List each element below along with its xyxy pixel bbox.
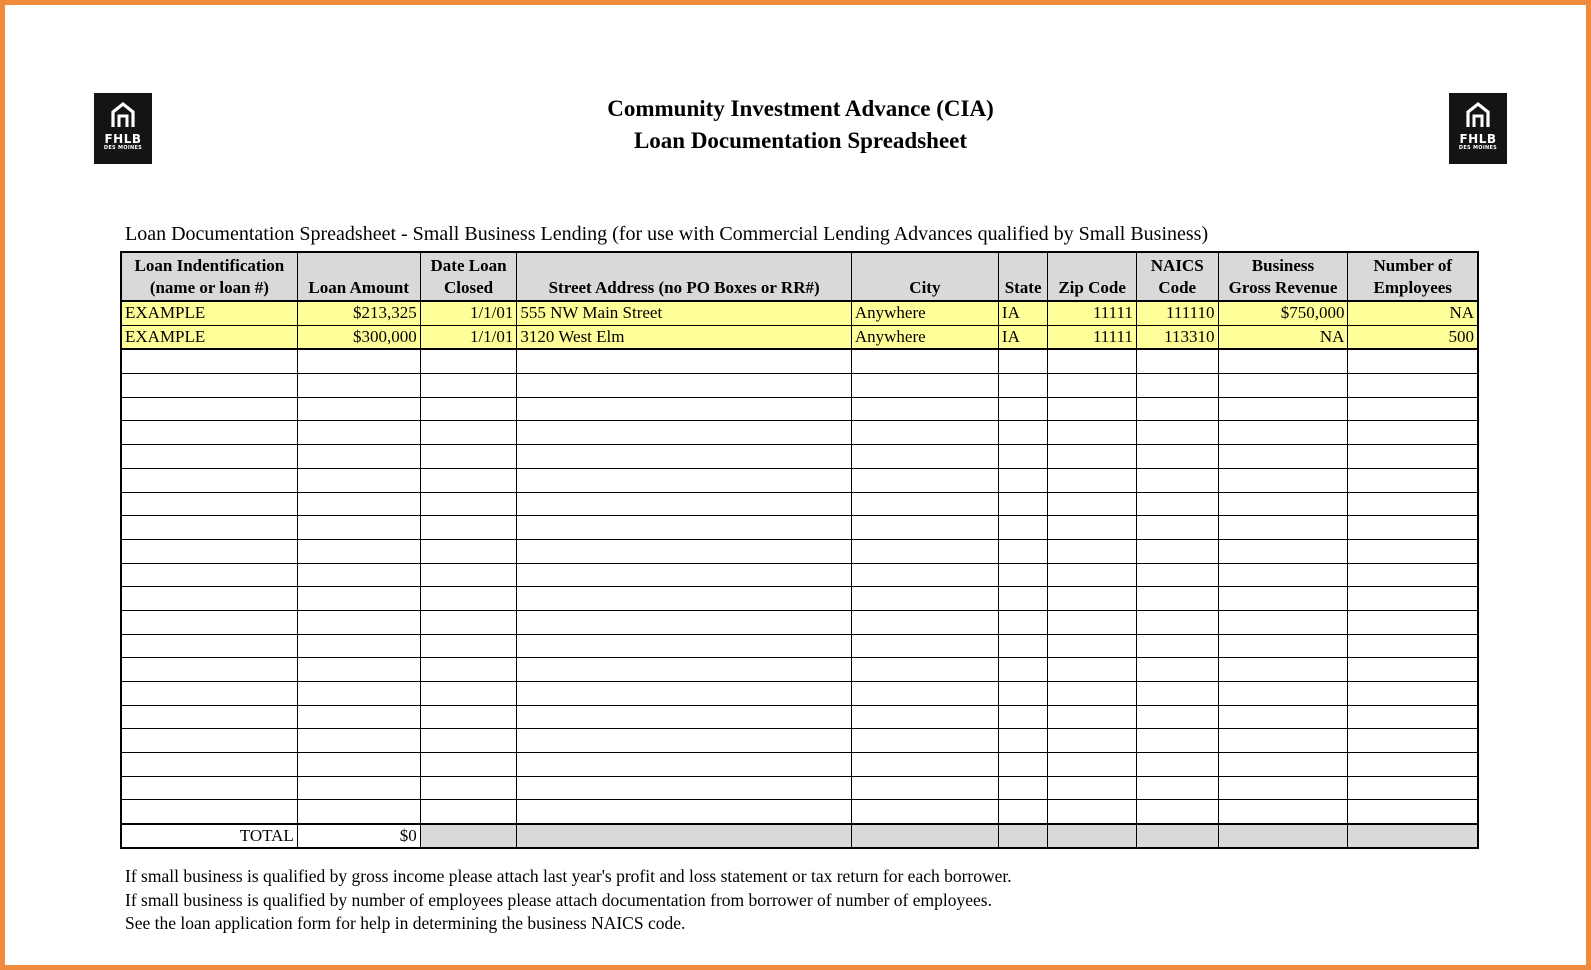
cell-street-address[interactable]: [517, 705, 851, 729]
cell-street-address[interactable]: [517, 753, 851, 777]
cell-city[interactable]: [851, 776, 998, 800]
cell-zip-code[interactable]: [1048, 658, 1137, 682]
cell-city[interactable]: [851, 705, 998, 729]
cell-date-closed[interactable]: [420, 705, 517, 729]
cell-loan-id[interactable]: [121, 492, 297, 516]
table-row: [121, 468, 1478, 492]
cell-employees[interactable]: 500: [1348, 325, 1478, 349]
cell-employees[interactable]: [1348, 776, 1478, 800]
cell-city[interactable]: [851, 468, 998, 492]
cell-gross-revenue[interactable]: [1218, 658, 1348, 682]
cell-date-closed[interactable]: [420, 445, 517, 469]
cell-date-closed[interactable]: [420, 563, 517, 587]
cell-date-closed[interactable]: [420, 729, 517, 753]
cell-employees[interactable]: [1348, 682, 1478, 706]
cell-loan-id[interactable]: [121, 468, 297, 492]
cell-employees[interactable]: [1348, 397, 1478, 421]
cell-date-closed[interactable]: [420, 374, 517, 398]
total-label: TOTAL: [121, 824, 297, 848]
cell-city[interactable]: [851, 349, 998, 373]
cell-city[interactable]: [851, 753, 998, 777]
cell-naics-code[interactable]: [1136, 587, 1218, 611]
logo-brand-text: FHLB: [104, 132, 142, 146]
total-blank-cell: [1348, 824, 1478, 848]
table-row: [121, 397, 1478, 421]
cell-loan-id[interactable]: [121, 539, 297, 563]
total-blank-cell: [998, 824, 1047, 848]
cell-loan-id[interactable]: EXAMPLE: [121, 325, 297, 349]
cell-street-address[interactable]: [517, 776, 851, 800]
cell-loan-id[interactable]: EXAMPLE: [121, 301, 297, 325]
cell-employees[interactable]: [1348, 729, 1478, 753]
cell-state[interactable]: [998, 539, 1047, 563]
cell-loan-id[interactable]: [121, 800, 297, 824]
cell-loan-id[interactable]: [121, 397, 297, 421]
cell-gross-revenue[interactable]: [1218, 776, 1348, 800]
cell-loan-amount[interactable]: [297, 349, 420, 373]
cell-naics-code[interactable]: [1136, 421, 1218, 445]
cell-loan-id[interactable]: [121, 445, 297, 469]
cell-zip-code[interactable]: [1048, 705, 1137, 729]
footnote-employees: If small business is qualified by number of employees please attach documentation from borrower of number of employees.: [125, 889, 992, 910]
cell-gross-revenue[interactable]: [1218, 349, 1348, 373]
cell-employees[interactable]: [1348, 468, 1478, 492]
footnote-naics: See the loan application form for help in determining the business NAICS code.: [125, 913, 686, 933]
cell-city[interactable]: [851, 587, 998, 611]
cell-state[interactable]: [998, 349, 1047, 373]
cell-naics-code[interactable]: [1136, 634, 1218, 658]
cell-gross-revenue[interactable]: [1218, 634, 1348, 658]
cell-street-address[interactable]: 555 NW Main Street: [517, 301, 851, 325]
cell-naics-code[interactable]: [1136, 397, 1218, 421]
cell-state[interactable]: [998, 397, 1047, 421]
table-row: [121, 682, 1478, 706]
cell-loan-id[interactable]: [121, 587, 297, 611]
col-header-employees: Number of Employees: [1348, 252, 1478, 301]
cell-date-closed[interactable]: [420, 800, 517, 824]
example-row: [121, 301, 1478, 325]
cell-loan-amount[interactable]: [297, 753, 420, 777]
table-row: [121, 658, 1478, 682]
cell-city[interactable]: Anywhere: [851, 325, 998, 349]
cell-date-closed[interactable]: 1/1/01: [420, 301, 517, 325]
cell-loan-amount[interactable]: [297, 516, 420, 540]
total-blank-cell: [1048, 824, 1137, 848]
cell-zip-code[interactable]: [1048, 800, 1137, 824]
cell-loan-amount[interactable]: [297, 492, 420, 516]
cell-state[interactable]: [998, 729, 1047, 753]
cell-loan-amount[interactable]: [297, 610, 420, 634]
cell-loan-id[interactable]: [121, 421, 297, 445]
cell-street-address[interactable]: [517, 634, 851, 658]
cell-gross-revenue[interactable]: [1218, 800, 1348, 824]
cell-street-address[interactable]: [517, 658, 851, 682]
cell-street-address[interactable]: [517, 729, 851, 753]
cell-naics-code[interactable]: [1136, 705, 1218, 729]
cell-loan-id[interactable]: [121, 349, 297, 373]
cell-gross-revenue[interactable]: [1218, 445, 1348, 469]
total-blank-cell: [1218, 824, 1348, 848]
loan-spreadsheet: [120, 251, 1479, 849]
cell-date-closed[interactable]: [420, 468, 517, 492]
cell-employees[interactable]: [1348, 634, 1478, 658]
cell-date-closed[interactable]: [420, 610, 517, 634]
cell-loan-amount[interactable]: [297, 563, 420, 587]
cell-city[interactable]: [851, 658, 998, 682]
table-row: [121, 610, 1478, 634]
cell-state[interactable]: [998, 634, 1047, 658]
cell-naics-code[interactable]: [1136, 445, 1218, 469]
cell-loan-id[interactable]: [121, 729, 297, 753]
cell-date-closed[interactable]: [420, 397, 517, 421]
cell-street-address[interactable]: [517, 587, 851, 611]
cell-gross-revenue[interactable]: [1218, 397, 1348, 421]
table-row: [121, 776, 1478, 800]
cell-date-closed[interactable]: [420, 776, 517, 800]
cell-zip-code[interactable]: [1048, 349, 1137, 373]
cell-date-closed[interactable]: [420, 587, 517, 611]
cell-employees[interactable]: [1348, 421, 1478, 445]
cell-naics-code[interactable]: [1136, 800, 1218, 824]
cell-zip-code[interactable]: [1048, 445, 1137, 469]
cell-naics-code[interactable]: [1136, 753, 1218, 777]
cell-loan-amount[interactable]: [297, 539, 420, 563]
cell-loan-amount[interactable]: [297, 705, 420, 729]
cell-zip-code[interactable]: 11111: [1048, 301, 1137, 325]
cell-loan-id[interactable]: [121, 776, 297, 800]
cell-gross-revenue[interactable]: NA: [1218, 325, 1348, 349]
cell-loan-amount[interactable]: $300,000: [297, 325, 420, 349]
cell-gross-revenue[interactable]: [1218, 587, 1348, 611]
cell-state[interactable]: [998, 563, 1047, 587]
table-row: [121, 634, 1478, 658]
cell-loan-amount[interactable]: [297, 374, 420, 398]
cell-employees[interactable]: [1348, 349, 1478, 373]
cell-employees[interactable]: [1348, 563, 1478, 587]
cell-city[interactable]: [851, 800, 998, 824]
cell-loan-id[interactable]: [121, 682, 297, 706]
cell-employees[interactable]: [1348, 492, 1478, 516]
cell-date-closed[interactable]: 1/1/01: [420, 325, 517, 349]
cell-state[interactable]: [998, 374, 1047, 398]
cell-date-closed[interactable]: [420, 421, 517, 445]
table-row: [121, 563, 1478, 587]
cell-gross-revenue[interactable]: [1218, 705, 1348, 729]
document-title: Community Investment Advance (CIA): [607, 96, 994, 121]
table-row: [121, 349, 1478, 373]
cell-gross-revenue[interactable]: [1218, 682, 1348, 706]
total-blank-cell: [851, 824, 998, 848]
total-blank-cell: [517, 824, 851, 848]
cell-city[interactable]: Anywhere: [851, 301, 998, 325]
cell-state[interactable]: [998, 753, 1047, 777]
table-row: [121, 492, 1478, 516]
col-header-loan-amount: Loan Amount: [297, 252, 420, 301]
cell-street-address[interactable]: [517, 468, 851, 492]
table-row: [121, 539, 1478, 563]
cell-state[interactable]: [998, 682, 1047, 706]
table-row: [121, 587, 1478, 611]
cell-street-address[interactable]: [517, 682, 851, 706]
cell-city[interactable]: [851, 397, 998, 421]
cell-state[interactable]: [998, 658, 1047, 682]
cell-employees[interactable]: [1348, 445, 1478, 469]
footnote-gross-income: If small business is qualified by gross income please attach last year's profit and loss statement or tax return for each borrower.: [125, 866, 1012, 886]
cell-loan-id[interactable]: [121, 516, 297, 540]
cell-zip-code[interactable]: [1048, 753, 1137, 777]
col-header-state: State: [998, 252, 1047, 301]
cell-gross-revenue[interactable]: [1218, 753, 1348, 777]
cell-city[interactable]: [851, 682, 998, 706]
cell-gross-revenue[interactable]: [1218, 492, 1348, 516]
cell-zip-code[interactable]: [1048, 634, 1137, 658]
footnotes: [125, 865, 1012, 936]
cell-zip-code[interactable]: [1048, 563, 1137, 587]
cell-employees[interactable]: [1348, 705, 1478, 729]
cell-loan-id[interactable]: [121, 634, 297, 658]
cell-loan-amount[interactable]: [297, 682, 420, 706]
cell-gross-revenue[interactable]: [1218, 539, 1348, 563]
cell-zip-code[interactable]: [1048, 468, 1137, 492]
cell-naics-code[interactable]: [1136, 658, 1218, 682]
cell-state[interactable]: [998, 776, 1047, 800]
cell-loan-amount[interactable]: [297, 800, 420, 824]
total-blank-cell: [420, 824, 517, 848]
table-row: [121, 516, 1478, 540]
cell-loan-amount[interactable]: [297, 421, 420, 445]
table-row: [121, 753, 1478, 777]
cell-employees[interactable]: [1348, 800, 1478, 824]
cell-loan-id[interactable]: [121, 374, 297, 398]
cell-zip-code[interactable]: [1048, 516, 1137, 540]
cell-date-closed[interactable]: [420, 682, 517, 706]
cell-state[interactable]: [998, 445, 1047, 469]
cell-employees[interactable]: [1348, 539, 1478, 563]
total-blank-cell: [1136, 824, 1218, 848]
cell-gross-revenue[interactable]: [1218, 468, 1348, 492]
cell-street-address[interactable]: [517, 397, 851, 421]
col-header-street-address: Street Address (no PO Boxes or RR#): [517, 252, 851, 301]
cell-loan-amount[interactable]: [297, 587, 420, 611]
table-row: [121, 800, 1478, 824]
cell-loan-amount[interactable]: [297, 468, 420, 492]
cell-gross-revenue[interactable]: [1218, 516, 1348, 540]
col-header-date-closed: Date Loan Closed: [420, 252, 517, 301]
cell-date-closed[interactable]: [420, 492, 517, 516]
cell-zip-code[interactable]: [1048, 587, 1137, 611]
cell-state[interactable]: IA: [998, 325, 1047, 349]
cell-city[interactable]: [851, 421, 998, 445]
table-row: [121, 729, 1478, 753]
cell-zip-code[interactable]: [1048, 729, 1137, 753]
cell-loan-id[interactable]: [121, 705, 297, 729]
logo-sub-text: DES MOINES: [1458, 145, 1498, 151]
cell-gross-revenue[interactable]: $750,000: [1218, 301, 1348, 325]
cell-date-closed[interactable]: [420, 349, 517, 373]
cell-date-closed[interactable]: [420, 634, 517, 658]
cell-loan-id[interactable]: [121, 658, 297, 682]
cell-loan-amount[interactable]: [297, 445, 420, 469]
cell-loan-amount[interactable]: [297, 397, 420, 421]
cell-loan-amount[interactable]: [297, 776, 420, 800]
cell-street-address[interactable]: [517, 349, 851, 373]
cell-state[interactable]: [998, 587, 1047, 611]
cell-naics-code[interactable]: [1136, 349, 1218, 373]
spreadsheet-caption: Loan Documentation Spreadsheet - Small Business Lending (for use with Commercial Lending Advances qualified by Small Business): [125, 223, 1209, 245]
cell-zip-code[interactable]: [1048, 610, 1137, 634]
cell-date-closed[interactable]: [420, 539, 517, 563]
cell-state[interactable]: [998, 610, 1047, 634]
cell-street-address[interactable]: [517, 492, 851, 516]
cell-date-closed[interactable]: [420, 658, 517, 682]
cell-city[interactable]: [851, 729, 998, 753]
cell-street-address[interactable]: [517, 800, 851, 824]
cell-street-address[interactable]: [517, 610, 851, 634]
cell-state[interactable]: [998, 468, 1047, 492]
cell-city[interactable]: [851, 445, 998, 469]
cell-naics-code[interactable]: [1136, 729, 1218, 753]
cell-employees[interactable]: [1348, 374, 1478, 398]
cell-city[interactable]: [851, 610, 998, 634]
cell-state[interactable]: IA: [998, 301, 1047, 325]
cell-city[interactable]: [851, 539, 998, 563]
cell-zip-code[interactable]: [1048, 421, 1137, 445]
cell-street-address[interactable]: [517, 374, 851, 398]
total-amount: $0: [297, 824, 420, 848]
logo-sub-text: DES MOINES: [103, 145, 143, 151]
cell-gross-revenue[interactable]: [1218, 421, 1348, 445]
cell-employees[interactable]: [1348, 587, 1478, 611]
table-row: [121, 421, 1478, 445]
table-row: [121, 374, 1478, 398]
cell-state[interactable]: [998, 421, 1047, 445]
cell-loan-amount[interactable]: $213,325: [297, 301, 420, 325]
cell-employees[interactable]: [1348, 610, 1478, 634]
cell-gross-revenue[interactable]: [1218, 610, 1348, 634]
cell-street-address[interactable]: [517, 421, 851, 445]
cell-city[interactable]: [851, 516, 998, 540]
cell-city[interactable]: [851, 374, 998, 398]
cell-employees[interactable]: [1348, 658, 1478, 682]
cell-state[interactable]: [998, 516, 1047, 540]
cell-state[interactable]: [998, 800, 1047, 824]
cell-gross-revenue[interactable]: [1218, 374, 1348, 398]
cell-date-closed[interactable]: [420, 516, 517, 540]
col-header-zip-code: Zip Code: [1048, 252, 1137, 301]
header-row: [121, 252, 1478, 301]
cell-loan-amount[interactable]: [297, 729, 420, 753]
cell-loan-amount[interactable]: [297, 634, 420, 658]
cell-loan-id[interactable]: [121, 563, 297, 587]
cell-naics-code[interactable]: [1136, 563, 1218, 587]
cell-naics-code[interactable]: [1136, 776, 1218, 800]
cell-naics-code[interactable]: 111110: [1136, 301, 1218, 325]
cell-street-address[interactable]: [517, 539, 851, 563]
table-row: [121, 445, 1478, 469]
cell-city[interactable]: [851, 563, 998, 587]
cell-zip-code[interactable]: [1048, 397, 1137, 421]
cell-date-closed[interactable]: [420, 753, 517, 777]
cell-employees[interactable]: [1348, 516, 1478, 540]
total-row: [121, 824, 1478, 848]
cell-city[interactable]: [851, 634, 998, 658]
cell-zip-code[interactable]: [1048, 374, 1137, 398]
cell-naics-code[interactable]: [1136, 374, 1218, 398]
cell-gross-revenue[interactable]: [1218, 563, 1348, 587]
cell-street-address[interactable]: [517, 563, 851, 587]
col-header-gross-revenue: Business Gross Revenue: [1218, 252, 1348, 301]
table-row: [121, 705, 1478, 729]
cell-naics-code[interactable]: [1136, 610, 1218, 634]
cell-street-address[interactable]: [517, 516, 851, 540]
cell-loan-id[interactable]: [121, 610, 297, 634]
cell-state[interactable]: [998, 705, 1047, 729]
col-header-naics-code: NAICS Code: [1136, 252, 1218, 301]
logo-brand-text: FHLB: [1459, 132, 1497, 146]
cell-gross-revenue[interactable]: [1218, 729, 1348, 753]
cell-naics-code[interactable]: [1136, 516, 1218, 540]
document-subtitle-title: Loan Documentation Spreadsheet: [633, 128, 968, 153]
col-header-loan-id: Loan Indentification (name or loan #): [121, 252, 297, 301]
cell-street-address[interactable]: [517, 445, 851, 469]
cell-employees[interactable]: [1348, 753, 1478, 777]
example-row: [121, 325, 1478, 349]
cell-city[interactable]: [851, 492, 998, 516]
cell-naics-code[interactable]: [1136, 468, 1218, 492]
cell-state[interactable]: [998, 492, 1047, 516]
cell-naics-code[interactable]: [1136, 539, 1218, 563]
col-header-city: City: [851, 252, 998, 301]
cell-zip-code[interactable]: [1048, 682, 1137, 706]
cell-naics-code[interactable]: [1136, 492, 1218, 516]
cell-naics-code[interactable]: [1136, 682, 1218, 706]
cell-street-address[interactable]: 3120 West Elm: [517, 325, 851, 349]
cell-zip-code[interactable]: [1048, 492, 1137, 516]
cell-zip-code[interactable]: [1048, 539, 1137, 563]
cell-employees[interactable]: NA: [1348, 301, 1478, 325]
cell-zip-code[interactable]: [1048, 776, 1137, 800]
cell-loan-amount[interactable]: [297, 658, 420, 682]
cell-naics-code[interactable]: 113310: [1136, 325, 1218, 349]
cell-loan-id[interactable]: [121, 753, 297, 777]
cell-zip-code[interactable]: 11111: [1048, 325, 1137, 349]
